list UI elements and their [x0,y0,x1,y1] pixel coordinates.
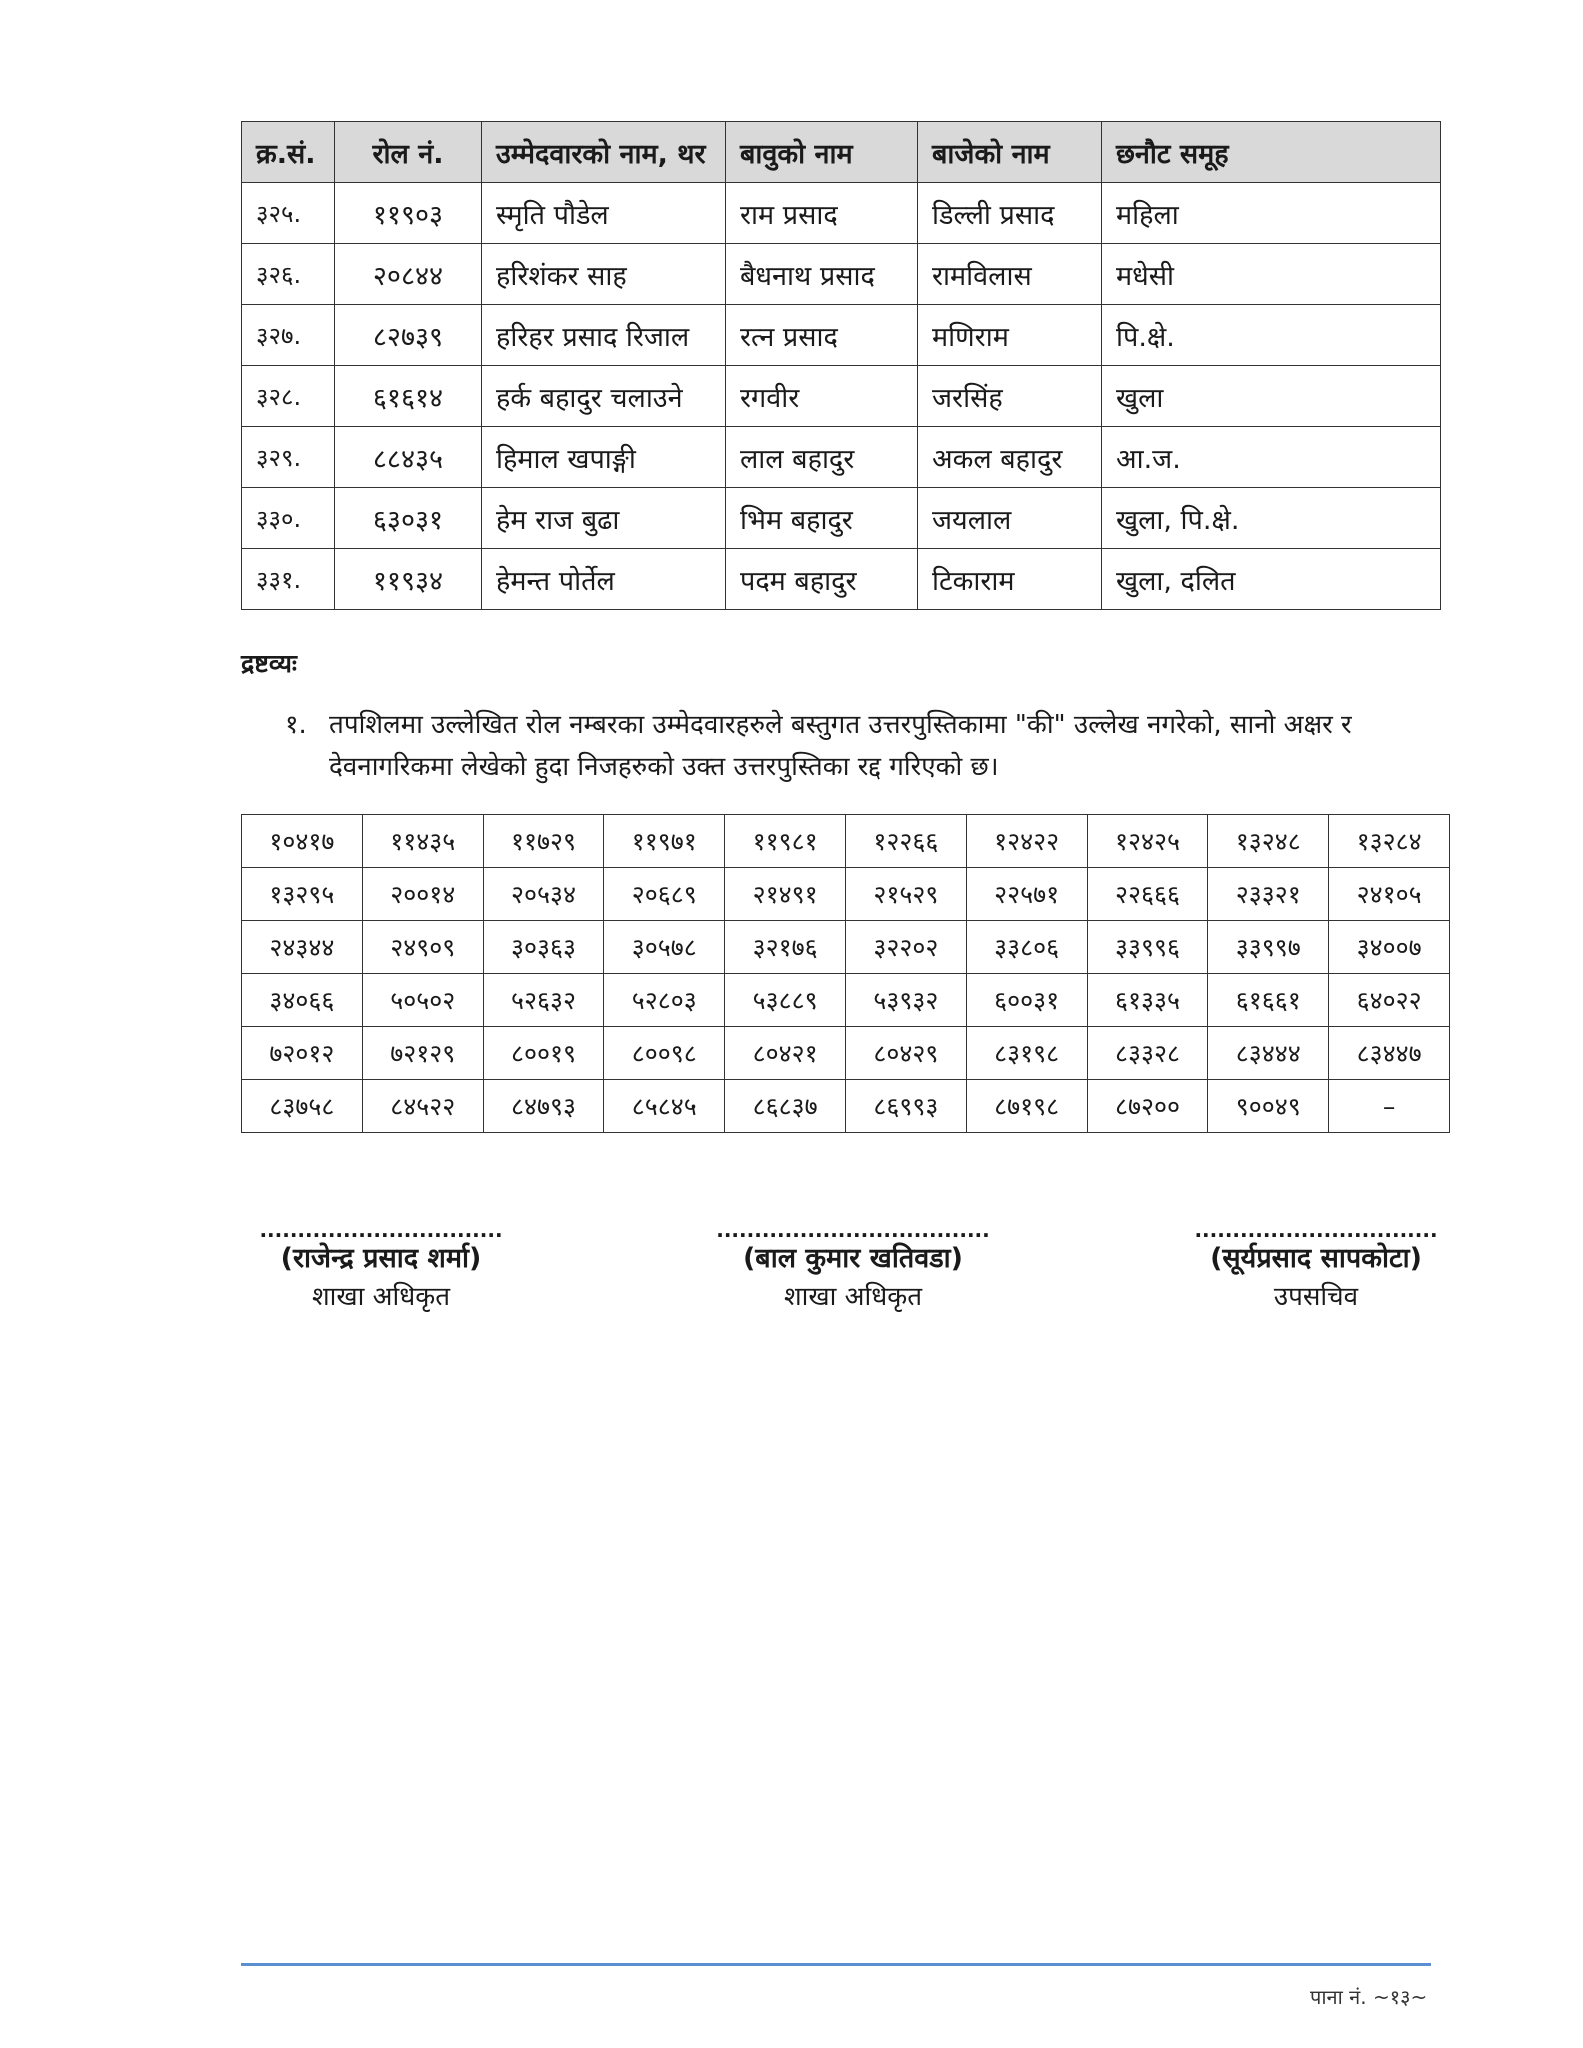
roll-number-cell: १२४२२ [966,815,1087,868]
group-cell: आ.ज. [1102,427,1441,488]
roll-number-cell: २४९०९ [362,921,483,974]
roll-number-cell: ८३१९८ [966,1027,1087,1080]
roll-cell: ६३०३१ [335,488,482,549]
candidate-table [241,121,1441,610]
header-group: छनौट समूह [1102,122,1441,183]
serial-cell: ३२८. [242,366,335,427]
roll-cell: ११९०३ [335,183,482,244]
roll-number-cell: १३२९५ [242,868,363,921]
roll-number-cell: ३३९९७ [1208,921,1329,974]
roll-number-cell: २४३४४ [242,921,363,974]
roll-cell: २०८४४ [335,244,482,305]
roll-number-cell: ८३३२८ [1087,1027,1208,1080]
serial-cell: ३२९. [242,427,335,488]
grandfather-name-cell: जरसिंह [918,366,1102,427]
signatory-title: शाखा अधिकृत [311,1282,451,1312]
roll-number-cell: ७२०१२ [242,1027,363,1080]
roll-number-cell: १२४२५ [1087,815,1208,868]
roll-number-cell: – [1329,1080,1450,1133]
roll-number-cell: ६१६६१ [1208,974,1329,1027]
footer-divider [241,1963,1431,1966]
roll-number-cell: ३२२०२ [845,921,966,974]
table-row [242,305,1441,366]
signatory-name: (बाल कुमार खतिवडा) [742,1243,964,1274]
signatory-name: (राजेन्द्र प्रसाद शर्मा) [280,1243,482,1274]
father-name-cell: लाल बहादुर [726,427,918,488]
roll-cell: ८२७३९ [335,305,482,366]
roll-number-cell: ११९८१ [725,815,846,868]
father-name-cell: पदम बहादुर [726,549,918,610]
roll-number-cell: ८७२०० [1087,1080,1208,1133]
signatory-title: शाखा अधिकृत [783,1282,923,1312]
grandfather-name-cell: टिकाराम [918,549,1102,610]
signature-block-3 [1191,1218,1441,1313]
serial-cell: ३३१. [242,549,335,610]
signature-line: ................................ [1194,1218,1438,1242]
header-candidate-name: उम्मेदवारको नाम, थर [482,122,726,183]
roll-number-cell: ३०३६३ [483,921,604,974]
roll-number-cell: ३४०६६ [242,974,363,1027]
group-cell: खुला [1102,366,1441,427]
group-cell: खुला, पि.क्षे. [1102,488,1441,549]
serial-cell: ३२७. [242,305,335,366]
note-number: १. [285,710,307,740]
candidate-name-cell: हिमाल खपाङ्गी [482,427,726,488]
header-roll: रोल नं. [335,122,482,183]
roll-number-cell: ८००९८ [604,1027,725,1080]
roll-number-cell: १३२४८ [1208,815,1329,868]
father-name-cell: बैधनाथ प्रसाद [726,244,918,305]
roll-number-cell: ८६९९३ [845,1080,966,1133]
table-row [242,427,1441,488]
candidate-name-cell: हर्क बहादुर चलाउने [482,366,726,427]
roll-number-cell: ६००३१ [966,974,1087,1027]
roll-number-cell: २०६८९ [604,868,725,921]
candidate-name-cell: हरिहर प्रसाद रिजाल [482,305,726,366]
father-name-cell: राम प्रसाद [726,183,918,244]
roll-row [242,1027,1450,1080]
roll-number-cell: ५३९३२ [845,974,966,1027]
roll-number-cell: ३०५७८ [604,921,725,974]
roll-number-cell: ८०४२१ [725,1027,846,1080]
serial-cell: ३२६. [242,244,335,305]
candidate-name-cell: हेमन्त पोर्तेल [482,549,726,610]
roll-number-cell: २१५२९ [845,868,966,921]
roll-number-cell: ११७२९ [483,815,604,868]
note-heading: द्रष्टव्यः [241,649,297,678]
signature-line: .................................... [716,1218,990,1242]
roll-number-cell: २००१४ [362,868,483,921]
roll-number-cell: ६४०२२ [1329,974,1450,1027]
roll-number-cell: २२६६६ [1087,868,1208,921]
candidate-name-cell: हरिशंकर साह [482,244,726,305]
roll-number-cell: ६१३३५ [1087,974,1208,1027]
roll-number-cell: १३२८४ [1329,815,1450,868]
grandfather-name-cell: मणिराम [918,305,1102,366]
table-header-row [242,122,1441,183]
roll-number-cell: ८४५२२ [362,1080,483,1133]
roll-number-cell: ५२८०३ [604,974,725,1027]
roll-number-cell: ८७१९८ [966,1080,1087,1133]
table-row [242,244,1441,305]
table-row [242,366,1441,427]
roll-number-cell: ३२१७६ [725,921,846,974]
roll-cell: ६१६१४ [335,366,482,427]
roll-number-cell: ५३८८९ [725,974,846,1027]
signature-line: ................................ [259,1218,503,1242]
signature-block-2 [708,1218,998,1313]
signatory-title: उपसचिव [1273,1282,1359,1312]
cancelled-rolls-table [241,814,1450,1133]
roll-number-cell: २४१०५ [1329,868,1450,921]
table-row [242,488,1441,549]
father-name-cell: भिम बहादुर [726,488,918,549]
roll-number-cell: ८३७५८ [242,1080,363,1133]
roll-number-cell: ३४००७ [1329,921,1450,974]
roll-number-cell: ८३४४७ [1329,1027,1450,1080]
roll-number-cell: २१४९१ [725,868,846,921]
roll-number-cell: २२५७१ [966,868,1087,921]
roll-number-cell: ३३९९६ [1087,921,1208,974]
serial-cell: ३३०. [242,488,335,549]
roll-number-cell: ११४३५ [362,815,483,868]
header-serial: क्र.सं. [242,122,335,183]
grandfather-name-cell: डिल्ली प्रसाद [918,183,1102,244]
note-text: तपशिलमा उल्लेखित रोल नम्बरका उम्मेदवारहरुले बस्तुगत उत्तरपुस्तिकामा "की" उल्लेख नगरेको, सानो अक्षर र देवनागरिकमा लेखेको हुदा निजहरुको उक्त उत्तरपुस्तिका रद्द गरिएको छ। [329,710,1352,782]
signature-block-1 [256,1218,506,1313]
roll-number-cell: ९००४९ [1208,1080,1329,1133]
father-name-cell: रगवीर [726,366,918,427]
roll-row [242,868,1450,921]
roll-number-cell: २०५३४ [483,868,604,921]
group-cell: खुला, दलित [1102,549,1441,610]
roll-row [242,921,1450,974]
roll-number-cell: ८००१९ [483,1027,604,1080]
roll-row [242,974,1450,1027]
roll-number-cell: ५२६३२ [483,974,604,1027]
grandfather-name-cell: रामविलास [918,244,1102,305]
roll-number-cell: ८४७९३ [483,1080,604,1133]
roll-number-cell: ५०५०२ [362,974,483,1027]
roll-number-cell: ८५८४५ [604,1080,725,1133]
roll-number-cell: २३३२१ [1208,868,1329,921]
table-row [242,183,1441,244]
note-item [285,704,1455,788]
roll-number-cell: ८६८३७ [725,1080,846,1133]
roll-number-cell: ८०४२९ [845,1027,966,1080]
header-grandfather-name: बाजेको नाम [918,122,1102,183]
roll-cell: ८८४३५ [335,427,482,488]
roll-row [242,815,1450,868]
roll-row [242,1080,1450,1133]
table-row [242,549,1441,610]
page-number: पाना नं. ~१३~ [1310,1985,1428,2009]
roll-number-cell: १०४१७ [242,815,363,868]
roll-number-cell: ११९७१ [604,815,725,868]
candidate-name-cell: हेम राज बुढा [482,488,726,549]
candidate-name-cell: स्मृति पौडेल [482,183,726,244]
grandfather-name-cell: अकल बहादुर [918,427,1102,488]
roll-number-cell: १२२६६ [845,815,966,868]
header-father-name: बावुको नाम [726,122,918,183]
roll-number-cell: ३३८०६ [966,921,1087,974]
father-name-cell: रत्न प्रसाद [726,305,918,366]
roll-cell: ११९३४ [335,549,482,610]
serial-cell: ३२५. [242,183,335,244]
roll-number-cell: ७२१२९ [362,1027,483,1080]
group-cell: महिला [1102,183,1441,244]
signatory-name: (सूर्यप्रसाद सापकोटा) [1210,1243,1422,1274]
group-cell: पि.क्षे. [1102,305,1441,366]
grandfather-name-cell: जयलाल [918,488,1102,549]
roll-number-cell: ८३४४४ [1208,1027,1329,1080]
group-cell: मधेसी [1102,244,1441,305]
